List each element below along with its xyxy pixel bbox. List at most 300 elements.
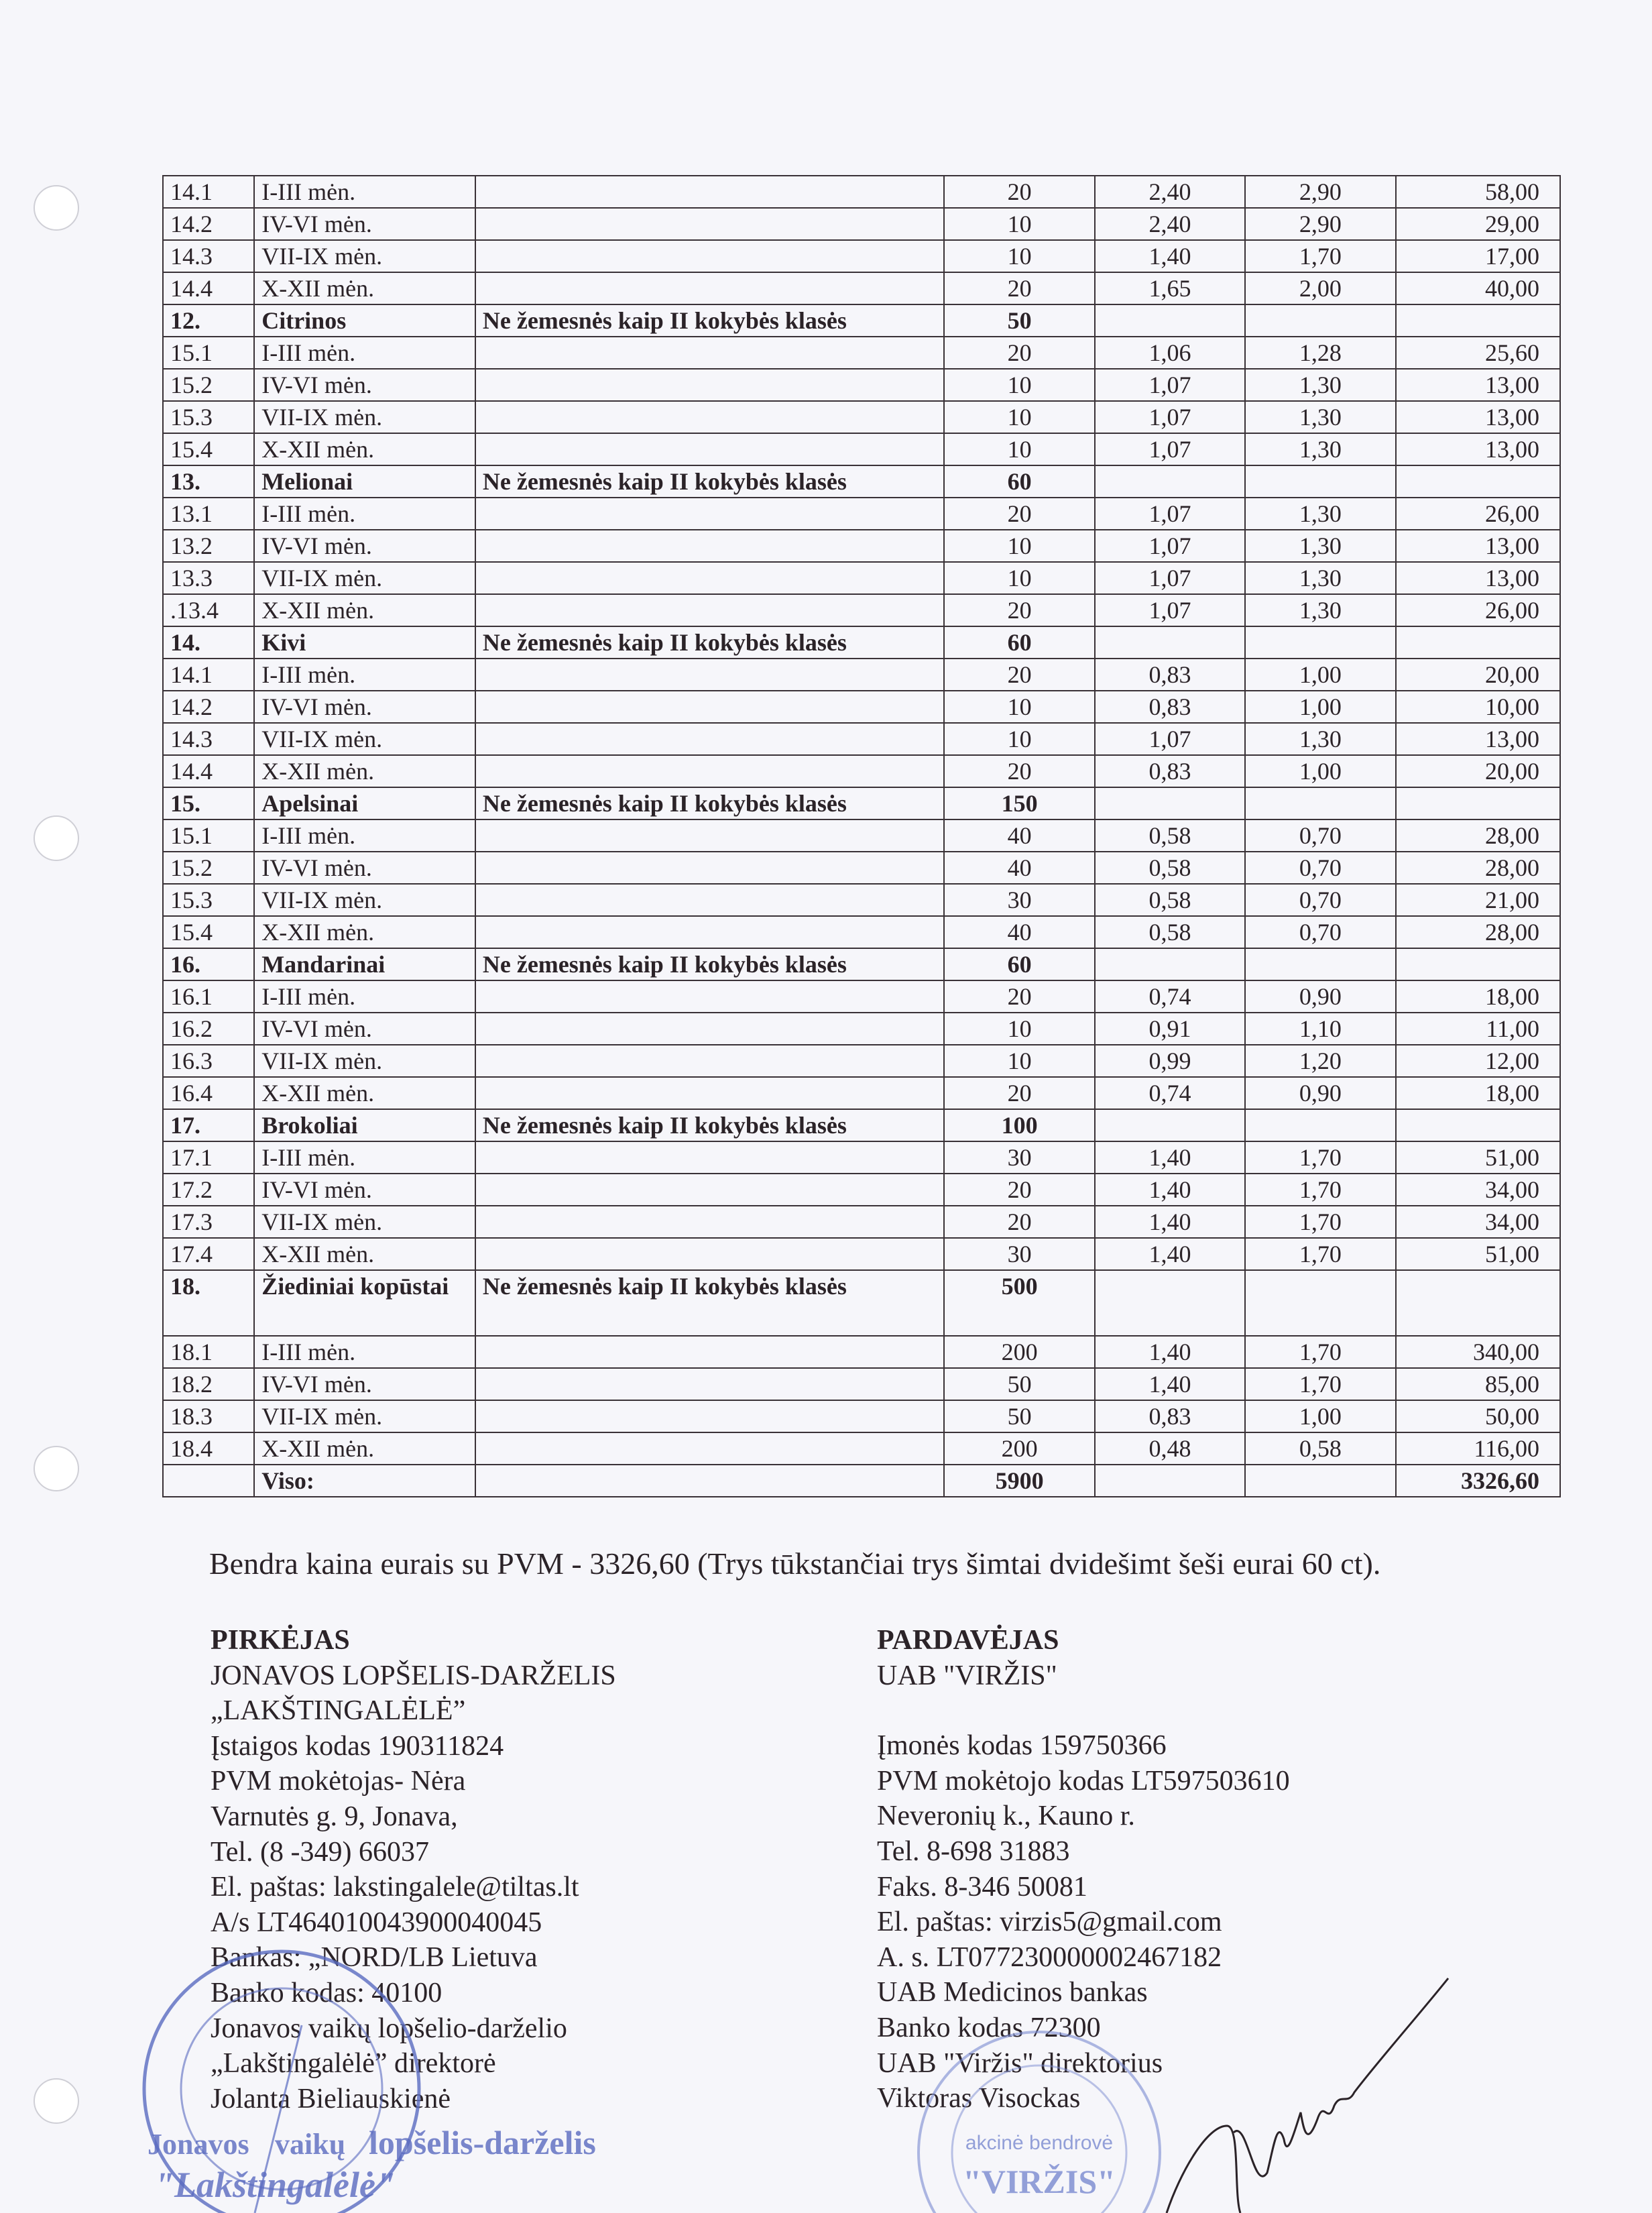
row-total: 116,00 bbox=[1396, 1432, 1560, 1465]
row-number: 14.1 bbox=[163, 659, 254, 691]
row-total: 12,00 bbox=[1396, 1045, 1560, 1077]
item-name: Apelsinai bbox=[254, 787, 475, 819]
price-without-vat: 0,99 bbox=[1095, 1045, 1245, 1077]
quantity: 40 bbox=[944, 916, 1095, 948]
quantity: 20 bbox=[944, 176, 1095, 208]
quality-requirement bbox=[475, 1432, 944, 1465]
price-without-vat bbox=[1095, 1270, 1245, 1336]
price-without-vat: 1,07 bbox=[1095, 498, 1245, 530]
quantity: 10 bbox=[944, 1013, 1095, 1045]
price-with-vat: 1,00 bbox=[1245, 755, 1395, 787]
item-name: I-III mėn. bbox=[254, 980, 475, 1013]
row-total bbox=[1396, 948, 1560, 980]
price-without-vat: 0,58 bbox=[1095, 884, 1245, 916]
quantity: 50 bbox=[944, 1368, 1095, 1400]
row-total: 50,00 bbox=[1396, 1400, 1560, 1432]
price-with-vat: 1,28 bbox=[1245, 337, 1395, 369]
row-total: 11,00 bbox=[1396, 1013, 1560, 1045]
quality-requirement bbox=[475, 1013, 944, 1045]
quality-requirement bbox=[475, 852, 944, 884]
item-name: X-XII mėn. bbox=[254, 594, 475, 626]
quality-requirement bbox=[475, 530, 944, 562]
item-name: IV-VI mėn. bbox=[254, 208, 475, 240]
seller-block bbox=[877, 1623, 1290, 2116]
table-row bbox=[163, 562, 1560, 594]
quantity: 10 bbox=[944, 240, 1095, 272]
quality-requirement bbox=[475, 1077, 944, 1109]
quality-requirement bbox=[475, 240, 944, 272]
row-number: 14. bbox=[163, 626, 254, 659]
quantity: 10 bbox=[944, 208, 1095, 240]
row-total: 25,60 bbox=[1396, 337, 1560, 369]
price-without-vat: 0,83 bbox=[1095, 659, 1245, 691]
row-total bbox=[1396, 787, 1560, 819]
quality-requirement bbox=[475, 272, 944, 304]
price-with-vat bbox=[1245, 787, 1395, 819]
stamp-text: "Lakštingalėlė" bbox=[154, 2165, 396, 2205]
table-row bbox=[163, 659, 1560, 691]
price-without-vat: 0,74 bbox=[1095, 1077, 1245, 1109]
stamp-text: vaikų bbox=[275, 2128, 346, 2161]
price-with-vat: 0,70 bbox=[1245, 884, 1395, 916]
row-total: 18,00 bbox=[1396, 980, 1560, 1013]
price-without-vat: 0,58 bbox=[1095, 852, 1245, 884]
info-line: Įstaigos kodas 190311824 bbox=[211, 1730, 504, 1762]
row-total: 13,00 bbox=[1396, 369, 1560, 401]
item-name: Žiediniai kopūstai bbox=[254, 1270, 475, 1336]
price-with-vat: 1,70 bbox=[1245, 1238, 1395, 1270]
group-row bbox=[163, 787, 1560, 819]
price-with-vat: 1,70 bbox=[1245, 1368, 1395, 1400]
item-name: I-III mėn. bbox=[254, 1141, 475, 1174]
quantity: 20 bbox=[944, 498, 1095, 530]
punch-hole bbox=[34, 2078, 79, 2124]
row-total: 21,00 bbox=[1396, 884, 1560, 916]
item-name: IV-VI mėn. bbox=[254, 852, 475, 884]
info-line: Bankas: „NORD/LB Lietuva bbox=[211, 1942, 538, 1974]
item-name: IV-VI mėn. bbox=[254, 691, 475, 723]
quantity: 30 bbox=[944, 1238, 1095, 1270]
price-with-vat bbox=[1245, 948, 1395, 980]
table-row bbox=[163, 980, 1560, 1013]
table-row bbox=[163, 852, 1560, 884]
seller-heading: PARDAVĖJAS bbox=[877, 1625, 1059, 1656]
table-row bbox=[163, 337, 1560, 369]
info-line: El. paštas: lakstingalele@tiltas.lt bbox=[211, 1872, 579, 1903]
quantity: 30 bbox=[944, 1141, 1095, 1174]
quantity: 100 bbox=[944, 1109, 1095, 1141]
row-total: 34,00 bbox=[1396, 1174, 1560, 1206]
row-number: 14.3 bbox=[163, 723, 254, 755]
table-row bbox=[163, 1206, 1560, 1238]
row-total: 13,00 bbox=[1396, 433, 1560, 465]
row-total bbox=[1396, 465, 1560, 498]
stamp-text: "VIRŽIS" bbox=[963, 2163, 1116, 2200]
table-row bbox=[163, 1141, 1560, 1174]
price-with-vat: 1,00 bbox=[1245, 691, 1395, 723]
quality-requirement: Ne žemesnės kaip II kokybės klasės bbox=[475, 626, 944, 659]
item-name: I-III mėn. bbox=[254, 659, 475, 691]
table-row bbox=[163, 1045, 1560, 1077]
price-with-vat bbox=[1245, 465, 1395, 498]
row-total: 28,00 bbox=[1396, 819, 1560, 852]
price-without-vat bbox=[1095, 1109, 1245, 1141]
quantity: 20 bbox=[944, 272, 1095, 304]
quantity: 150 bbox=[944, 787, 1095, 819]
item-name: Kivi bbox=[254, 626, 475, 659]
info-line: UAB "Viržis" direktorius bbox=[877, 2047, 1163, 2079]
quantity: 20 bbox=[944, 1077, 1095, 1109]
row-total: 340,00 bbox=[1396, 1336, 1560, 1368]
item-name: VII-IX mėn. bbox=[254, 240, 475, 272]
row-number: 15.1 bbox=[163, 337, 254, 369]
quality-requirement bbox=[475, 401, 944, 433]
item-name: I-III mėn. bbox=[254, 337, 475, 369]
buyer-block bbox=[211, 1623, 616, 2116]
quantity: 10 bbox=[944, 1045, 1095, 1077]
quality-requirement bbox=[475, 1368, 944, 1400]
price-without-vat: 0,74 bbox=[1095, 980, 1245, 1013]
row-total: 34,00 bbox=[1396, 1206, 1560, 1238]
row-total bbox=[1396, 1109, 1560, 1141]
row-number: 15. bbox=[163, 787, 254, 819]
price-without-vat bbox=[1095, 304, 1245, 337]
price-without-vat: 1,65 bbox=[1095, 272, 1245, 304]
item-name: IV-VI mėn. bbox=[254, 1174, 475, 1206]
info-line: Banko kodas 72300 bbox=[877, 2012, 1101, 2043]
quantity: 60 bbox=[944, 626, 1095, 659]
item-name: Mandarinai bbox=[254, 948, 475, 980]
quality-requirement: Ne žemesnės kaip II kokybės klasės bbox=[475, 465, 944, 498]
quantity: 10 bbox=[944, 562, 1095, 594]
price-with-vat: 1,30 bbox=[1245, 594, 1395, 626]
row-number: 15.1 bbox=[163, 819, 254, 852]
quantity: 5900 bbox=[944, 1465, 1095, 1497]
item-name: IV-VI mėn. bbox=[254, 1013, 475, 1045]
quantity: 40 bbox=[944, 819, 1095, 852]
quality-requirement bbox=[475, 1238, 944, 1270]
row-total bbox=[1396, 626, 1560, 659]
table-row bbox=[163, 1368, 1560, 1400]
quality-requirement bbox=[475, 755, 944, 787]
row-number: 18. bbox=[163, 1270, 254, 1336]
info-line: Tel. 8-698 31883 bbox=[877, 1835, 1070, 1867]
price-without-vat: 1,40 bbox=[1095, 240, 1245, 272]
info-line: Jonavos vaikų lopšelio-darželio bbox=[211, 2012, 567, 2044]
row-total: 20,00 bbox=[1396, 659, 1560, 691]
total-row bbox=[163, 1465, 1560, 1497]
price-without-vat bbox=[1095, 626, 1245, 659]
table-row bbox=[163, 208, 1560, 240]
price-with-vat: 1,10 bbox=[1245, 1013, 1395, 1045]
quality-requirement bbox=[475, 1465, 944, 1497]
row-number: 13. bbox=[163, 465, 254, 498]
row-total: 17,00 bbox=[1396, 240, 1560, 272]
quantity: 20 bbox=[944, 980, 1095, 1013]
item-name: I-III mėn. bbox=[254, 1336, 475, 1368]
item-name: VII-IX mėn. bbox=[254, 723, 475, 755]
group-row bbox=[163, 626, 1560, 659]
item-name: X-XII mėn. bbox=[254, 1238, 475, 1270]
quantity: 20 bbox=[944, 1174, 1095, 1206]
price-with-vat bbox=[1245, 1270, 1395, 1336]
row-number: 16.1 bbox=[163, 980, 254, 1013]
price-with-vat bbox=[1245, 626, 1395, 659]
price-with-vat bbox=[1245, 304, 1395, 337]
quantity: 10 bbox=[944, 530, 1095, 562]
row-total: 13,00 bbox=[1396, 723, 1560, 755]
row-number: .13.4 bbox=[163, 594, 254, 626]
item-name: X-XII mėn. bbox=[254, 1077, 475, 1109]
price-without-vat: 0,83 bbox=[1095, 755, 1245, 787]
item-name: VII-IX mėn. bbox=[254, 401, 475, 433]
quantity: 10 bbox=[944, 401, 1095, 433]
row-total: 26,00 bbox=[1396, 594, 1560, 626]
row-total: 58,00 bbox=[1396, 176, 1560, 208]
quantity: 20 bbox=[944, 1206, 1095, 1238]
info-line: Banko kodas: 40100 bbox=[211, 1977, 442, 2008]
price-with-vat: 1,70 bbox=[1245, 1206, 1395, 1238]
group-row bbox=[163, 465, 1560, 498]
punch-hole bbox=[34, 1446, 79, 1491]
price-with-vat: 1,30 bbox=[1245, 401, 1395, 433]
info-line: A. s. LT077230000002467182 bbox=[877, 1941, 1222, 1973]
info-line: Neveronių k., Kauno r. bbox=[877, 1801, 1135, 1832]
row-total: 13,00 bbox=[1396, 401, 1560, 433]
table-row bbox=[163, 1432, 1560, 1465]
row-total: 18,00 bbox=[1396, 1077, 1560, 1109]
quantity: 20 bbox=[944, 337, 1095, 369]
quantity: 50 bbox=[944, 1400, 1095, 1432]
row-number: 17. bbox=[163, 1109, 254, 1141]
price-with-vat: 0,90 bbox=[1245, 980, 1395, 1013]
item-name: VII-IX mėn. bbox=[254, 1206, 475, 1238]
quantity: 10 bbox=[944, 433, 1095, 465]
row-number: 14.2 bbox=[163, 208, 254, 240]
row-number: 15.2 bbox=[163, 369, 254, 401]
price-with-vat: 1,70 bbox=[1245, 1336, 1395, 1368]
row-number: 18.1 bbox=[163, 1336, 254, 1368]
table-row bbox=[163, 1336, 1560, 1368]
price-without-vat bbox=[1095, 1465, 1245, 1497]
total-price-text: Bendra kaina eurais su PVM - 3326,60 (Trys tūkstančiai trys šimtai dvidešimt šeši eurai 60 ct). bbox=[209, 1546, 1381, 1581]
price-with-vat: 1,30 bbox=[1245, 530, 1395, 562]
row-number: 14.3 bbox=[163, 240, 254, 272]
row-number: 16.2 bbox=[163, 1013, 254, 1045]
price-with-vat: 0,90 bbox=[1245, 1077, 1395, 1109]
info-line: UAB Medicinos bankas bbox=[877, 1977, 1148, 2008]
row-number: 12. bbox=[163, 304, 254, 337]
price-without-vat: 0,48 bbox=[1095, 1432, 1245, 1465]
item-name: IV-VI mėn. bbox=[254, 369, 475, 401]
row-number: 15.4 bbox=[163, 433, 254, 465]
info-line: Tel. (8 -349) 66037 bbox=[211, 1836, 429, 1868]
row-total bbox=[1396, 1270, 1560, 1336]
row-number: 16.4 bbox=[163, 1077, 254, 1109]
price-without-vat bbox=[1095, 948, 1245, 980]
row-number: 14.4 bbox=[163, 272, 254, 304]
price-with-vat: 1,70 bbox=[1245, 240, 1395, 272]
table-row bbox=[163, 401, 1560, 433]
item-name: Brokoliai bbox=[254, 1109, 475, 1141]
price-without-vat: 1,06 bbox=[1095, 337, 1245, 369]
quality-requirement bbox=[475, 208, 944, 240]
quality-requirement bbox=[475, 1206, 944, 1238]
quality-requirement bbox=[475, 1400, 944, 1432]
row-total: 29,00 bbox=[1396, 208, 1560, 240]
item-name: I-III mėn. bbox=[254, 819, 475, 852]
table-row bbox=[163, 176, 1560, 208]
price-with-vat: 0,70 bbox=[1245, 852, 1395, 884]
price-with-vat: 0,70 bbox=[1245, 916, 1395, 948]
price-without-vat: 1,40 bbox=[1095, 1238, 1245, 1270]
quality-requirement bbox=[475, 594, 944, 626]
price-with-vat: 2,90 bbox=[1245, 208, 1395, 240]
quantity: 40 bbox=[944, 852, 1095, 884]
row-number: 16.3 bbox=[163, 1045, 254, 1077]
price-with-vat: 1,30 bbox=[1245, 369, 1395, 401]
price-with-vat: 0,58 bbox=[1245, 1432, 1395, 1465]
row-number: 15.3 bbox=[163, 401, 254, 433]
quantity: 20 bbox=[944, 755, 1095, 787]
quality-requirement bbox=[475, 819, 944, 852]
table-row bbox=[163, 369, 1560, 401]
item-name: Melionai bbox=[254, 465, 475, 498]
punch-hole bbox=[34, 185, 79, 231]
item-name: VII-IX mėn. bbox=[254, 884, 475, 916]
quality-requirement bbox=[475, 369, 944, 401]
row-number: 13.1 bbox=[163, 498, 254, 530]
price-without-vat: 0,91 bbox=[1095, 1013, 1245, 1045]
row-number: 18.3 bbox=[163, 1400, 254, 1432]
group-row bbox=[163, 304, 1560, 337]
table-row bbox=[163, 1077, 1560, 1109]
row-number: 13.2 bbox=[163, 530, 254, 562]
row-number: 18.2 bbox=[163, 1368, 254, 1400]
table-row bbox=[163, 691, 1560, 723]
row-number: 17.2 bbox=[163, 1174, 254, 1206]
item-name: IV-VI mėn. bbox=[254, 530, 475, 562]
price-without-vat: 2,40 bbox=[1095, 208, 1245, 240]
row-total: 13,00 bbox=[1396, 530, 1560, 562]
quality-requirement bbox=[475, 723, 944, 755]
table-row bbox=[163, 240, 1560, 272]
price-without-vat: 1,07 bbox=[1095, 530, 1245, 562]
quantity: 20 bbox=[944, 659, 1095, 691]
quantity: 200 bbox=[944, 1336, 1095, 1368]
item-name: VII-IX mėn. bbox=[254, 1045, 475, 1077]
row-number: 16. bbox=[163, 948, 254, 980]
quantity: 500 bbox=[944, 1270, 1095, 1336]
row-number: 14.1 bbox=[163, 176, 254, 208]
quality-requirement bbox=[475, 659, 944, 691]
info-line: PVM mokėtojo kodas LT597503610 bbox=[877, 1765, 1290, 1797]
row-number: 15.2 bbox=[163, 852, 254, 884]
quantity: 10 bbox=[944, 369, 1095, 401]
row-number: 17.3 bbox=[163, 1206, 254, 1238]
price-without-vat: 1,07 bbox=[1095, 723, 1245, 755]
quantity: 10 bbox=[944, 691, 1095, 723]
quality-requirement bbox=[475, 562, 944, 594]
info-line: „Lakštingalėlė” direktorė bbox=[211, 2048, 496, 2080]
price-with-vat bbox=[1245, 1465, 1395, 1497]
quantity: 50 bbox=[944, 304, 1095, 337]
quantity: 60 bbox=[944, 465, 1095, 498]
table-row bbox=[163, 1013, 1560, 1045]
quality-requirement bbox=[475, 1174, 944, 1206]
price-without-vat: 1,40 bbox=[1095, 1141, 1245, 1174]
price-without-vat: 0,83 bbox=[1095, 1400, 1245, 1432]
row-number: 18.4 bbox=[163, 1432, 254, 1465]
row-number: 15.3 bbox=[163, 884, 254, 916]
row-total: 3326,60 bbox=[1396, 1465, 1560, 1497]
row-total: 51,00 bbox=[1396, 1238, 1560, 1270]
item-name: VII-IX mėn. bbox=[254, 1400, 475, 1432]
price-with-vat: 1,30 bbox=[1245, 433, 1395, 465]
quality-requirement bbox=[475, 916, 944, 948]
item-name: I-III mėn. bbox=[254, 498, 475, 530]
quality-requirement: Ne žemesnės kaip II kokybės klasės bbox=[475, 1270, 944, 1336]
price-without-vat: 0,58 bbox=[1095, 916, 1245, 948]
row-number bbox=[163, 1465, 254, 1497]
quantity: 60 bbox=[944, 948, 1095, 980]
quality-requirement: Ne žemesnės kaip II kokybės klasės bbox=[475, 304, 944, 337]
price-without-vat: 1,07 bbox=[1095, 562, 1245, 594]
group-row bbox=[163, 1109, 1560, 1141]
quality-requirement bbox=[475, 176, 944, 208]
info-line: El. paštas: virzis5@gmail.com bbox=[877, 1907, 1222, 1938]
row-number: 15.4 bbox=[163, 916, 254, 948]
seller-name: UAB "VIRŽIS" bbox=[877, 1660, 1057, 1691]
quality-requirement bbox=[475, 980, 944, 1013]
item-name: X-XII mėn. bbox=[254, 755, 475, 787]
row-total: 51,00 bbox=[1396, 1141, 1560, 1174]
quality-requirement bbox=[475, 498, 944, 530]
table-row bbox=[163, 723, 1560, 755]
info-line: „LAKŠTINGALĖLĖ” bbox=[211, 1695, 466, 1727]
table-row bbox=[163, 819, 1560, 852]
row-number: 13.3 bbox=[163, 562, 254, 594]
price-with-vat: 1,00 bbox=[1245, 1400, 1395, 1432]
price-without-vat: 1,07 bbox=[1095, 594, 1245, 626]
quantity: 10 bbox=[944, 723, 1095, 755]
row-number: 17.1 bbox=[163, 1141, 254, 1174]
item-name: VII-IX mėn. bbox=[254, 562, 475, 594]
row-total: 28,00 bbox=[1396, 852, 1560, 884]
row-total: 10,00 bbox=[1396, 691, 1560, 723]
row-total: 13,00 bbox=[1396, 562, 1560, 594]
row-total: 85,00 bbox=[1396, 1368, 1560, 1400]
quality-requirement bbox=[475, 691, 944, 723]
item-name: X-XII mėn. bbox=[254, 916, 475, 948]
info-line: A/s LT464010043900040045 bbox=[211, 1907, 542, 1938]
quality-requirement bbox=[475, 884, 944, 916]
item-name: IV-VI mėn. bbox=[254, 1368, 475, 1400]
quality-requirement bbox=[475, 1141, 944, 1174]
row-number: 14.2 bbox=[163, 691, 254, 723]
table-row bbox=[163, 1400, 1560, 1432]
quality-requirement: Ne žemesnės kaip II kokybės klasės bbox=[475, 1109, 944, 1141]
row-total bbox=[1396, 304, 1560, 337]
table-row bbox=[163, 916, 1560, 948]
table-row bbox=[163, 1174, 1560, 1206]
quality-requirement bbox=[475, 337, 944, 369]
table-row bbox=[163, 433, 1560, 465]
price-without-vat: 1,07 bbox=[1095, 433, 1245, 465]
quality-requirement: Ne žemesnės kaip II kokybės klasės bbox=[475, 948, 944, 980]
quality-requirement: Ne žemesnės kaip II kokybės klasės bbox=[475, 787, 944, 819]
table-row bbox=[163, 594, 1560, 626]
